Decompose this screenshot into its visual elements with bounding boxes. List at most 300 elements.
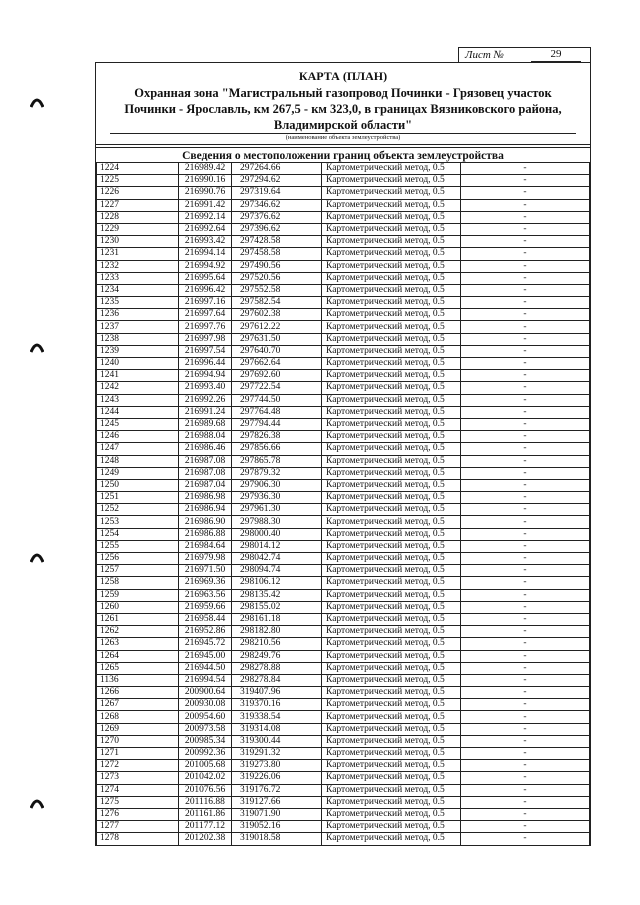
description-cell: -	[461, 711, 590, 723]
point-number-cell: 1236	[97, 309, 179, 321]
coord-y-cell: 297865.78	[232, 455, 322, 467]
point-number-cell: 1274	[97, 784, 179, 796]
coord-x-cell: 216958.44	[179, 613, 232, 625]
document-frame	[95, 62, 591, 846]
coord-y-cell: 319338.54	[232, 711, 322, 723]
description-cell: -	[461, 492, 590, 504]
coord-x-cell: 201005.68	[179, 760, 232, 772]
method-accuracy-cell: Картометрический метод, 0.5	[322, 199, 461, 211]
coord-y-cell: 297376.62	[232, 211, 322, 223]
coord-x-cell: 216984.64	[179, 540, 232, 552]
method-accuracy-cell: Картометрический метод, 0.5	[322, 297, 461, 309]
method-accuracy-cell: Картометрический метод, 0.5	[322, 309, 461, 321]
method-accuracy-cell: Картометрический метод, 0.5	[322, 236, 461, 248]
description-cell: -	[461, 613, 590, 625]
coord-y-cell: 297640.70	[232, 345, 322, 357]
document-title: КАРТА (ПЛАН)	[298, 69, 388, 83]
coord-y-cell: 298014.12	[232, 540, 322, 552]
table-row	[97, 394, 590, 406]
point-number-cell: 1267	[97, 699, 179, 711]
coord-x-cell: 216997.16	[179, 297, 232, 309]
point-number-cell: 1261	[97, 613, 179, 625]
coord-x-cell: 216997.54	[179, 345, 232, 357]
method-accuracy-cell: Картометрический метод, 0.5	[322, 796, 461, 808]
method-accuracy-cell: Картометрический метод, 0.5	[322, 358, 461, 370]
table-row	[97, 711, 590, 723]
coord-x-cell: 216997.76	[179, 321, 232, 333]
point-number-cell: 1253	[97, 516, 179, 528]
description-cell: -	[461, 345, 590, 357]
coord-y-cell: 319052.16	[232, 821, 322, 833]
coord-x-cell: 216990.16	[179, 175, 232, 187]
description-cell: -	[461, 528, 590, 540]
point-number-cell: 1263	[97, 638, 179, 650]
description-cell: -	[461, 699, 590, 711]
table-row	[97, 589, 590, 601]
coord-x-cell: 216992.14	[179, 211, 232, 223]
table-row	[97, 382, 590, 394]
table-row	[97, 163, 590, 175]
table-row	[97, 309, 590, 321]
table-row	[97, 236, 590, 248]
table-row	[97, 833, 590, 845]
table-row	[97, 540, 590, 552]
point-number-cell: 1266	[97, 687, 179, 699]
description-cell: -	[461, 479, 590, 491]
coord-y-cell: 297602.38	[232, 309, 322, 321]
coord-y-cell: 297722.54	[232, 382, 322, 394]
description-cell: -	[461, 467, 590, 479]
description-cell: -	[461, 333, 590, 345]
table-row	[97, 248, 590, 260]
description-cell: -	[461, 199, 590, 211]
point-number-cell: 1241	[97, 370, 179, 382]
coord-x-cell: 216986.88	[179, 528, 232, 540]
coord-y-cell: 319407.96	[232, 687, 322, 699]
coord-x-cell: 216993.42	[179, 236, 232, 248]
table-row	[97, 406, 590, 418]
coord-y-cell: 298278.88	[232, 662, 322, 674]
method-accuracy-cell: Картометрический метод, 0.5	[322, 431, 461, 443]
method-accuracy-cell: Картометрический метод, 0.5	[322, 163, 461, 175]
description-cell: -	[461, 589, 590, 601]
coord-y-cell: 319071.90	[232, 808, 322, 820]
coord-y-cell: 297662.64	[232, 358, 322, 370]
coord-x-cell: 201177.12	[179, 821, 232, 833]
coord-y-cell: 297936.30	[232, 492, 322, 504]
table-row	[97, 638, 590, 650]
coord-x-cell: 216997.98	[179, 333, 232, 345]
method-accuracy-cell: Картометрический метод, 0.5	[322, 626, 461, 638]
coord-x-cell: 200900.64	[179, 687, 232, 699]
method-accuracy-cell: Картометрический метод, 0.5	[322, 394, 461, 406]
description-cell: -	[461, 796, 590, 808]
point-number-cell: 1273	[97, 772, 179, 784]
coord-x-cell: 216986.98	[179, 492, 232, 504]
method-accuracy-cell: Картометрический метод, 0.5	[322, 613, 461, 625]
point-number-cell: 1252	[97, 504, 179, 516]
coord-x-cell: 216994.54	[179, 674, 232, 686]
coord-x-cell: 216989.68	[179, 418, 232, 430]
coord-x-cell: 216987.08	[179, 467, 232, 479]
method-accuracy-cell: Картометрический метод, 0.5	[322, 492, 461, 504]
header-divider	[96, 147, 590, 148]
table-row	[97, 297, 590, 309]
coord-x-cell: 216945.72	[179, 638, 232, 650]
table-row	[97, 516, 590, 528]
table-row	[97, 345, 590, 357]
coord-y-cell: 319300.44	[232, 735, 322, 747]
coord-y-cell: 298161.18	[232, 613, 322, 625]
description-cell: -	[461, 211, 590, 223]
description-cell: -	[461, 577, 590, 589]
coord-y-cell: 298000.40	[232, 528, 322, 540]
coord-x-cell: 201202.38	[179, 833, 232, 845]
description-cell: -	[461, 321, 590, 333]
table-row	[97, 370, 590, 382]
coord-y-cell: 298094.74	[232, 565, 322, 577]
method-accuracy-cell: Картометрический метод, 0.5	[322, 248, 461, 260]
coord-y-cell: 297826.38	[232, 431, 322, 443]
table-row	[97, 211, 590, 223]
method-accuracy-cell: Картометрический метод, 0.5	[322, 333, 461, 345]
table-row	[97, 699, 590, 711]
description-cell: -	[461, 723, 590, 735]
point-number-cell: 1275	[97, 796, 179, 808]
table-row	[97, 601, 590, 613]
table-row	[97, 223, 590, 235]
point-number-cell: 1230	[97, 236, 179, 248]
table-row	[97, 175, 590, 187]
description-cell: -	[461, 748, 590, 760]
table-row	[97, 479, 590, 491]
method-accuracy-cell: Картометрический метод, 0.5	[322, 601, 461, 613]
method-accuracy-cell: Картометрический метод, 0.5	[322, 723, 461, 735]
table-row	[97, 760, 590, 772]
point-number-cell: 1136	[97, 674, 179, 686]
punch-hole-mark	[30, 797, 44, 809]
method-accuracy-cell: Картометрический метод, 0.5	[322, 650, 461, 662]
method-accuracy-cell: Картометрический метод, 0.5	[322, 687, 461, 699]
coord-x-cell: 201076.56	[179, 784, 232, 796]
section-title: Сведения о местоположении границ объекта землеустройства	[182, 150, 504, 162]
table-row	[97, 272, 590, 284]
punch-hole-mark	[30, 551, 44, 563]
method-accuracy-cell: Картометрический метод, 0.5	[322, 565, 461, 577]
coord-x-cell: 216944.50	[179, 662, 232, 674]
method-accuracy-cell: Картометрический метод, 0.5	[322, 699, 461, 711]
point-number-cell: 1258	[97, 577, 179, 589]
point-number-cell: 1278	[97, 833, 179, 845]
table-row	[97, 650, 590, 662]
coord-y-cell: 298135.42	[232, 589, 322, 601]
point-number-cell: 1259	[97, 589, 179, 601]
table-row	[97, 821, 590, 833]
description-cell: -	[461, 650, 590, 662]
coord-y-cell: 298042.74	[232, 553, 322, 565]
point-number-cell: 1244	[97, 406, 179, 418]
method-accuracy-cell: Картометрический метод, 0.5	[322, 418, 461, 430]
coord-x-cell: 216989.42	[179, 163, 232, 175]
coord-y-cell: 319226.06	[232, 772, 322, 784]
point-number-cell: 1264	[97, 650, 179, 662]
description-cell: -	[461, 662, 590, 674]
point-number-cell: 1225	[97, 175, 179, 187]
coord-x-cell: 216991.42	[179, 199, 232, 211]
coord-y-cell: 297879.32	[232, 467, 322, 479]
coord-x-cell: 200930.08	[179, 699, 232, 711]
point-number-cell: 1269	[97, 723, 179, 735]
method-accuracy-cell: Картометрический метод, 0.5	[322, 833, 461, 845]
table-row	[97, 687, 590, 699]
coord-y-cell: 297294.62	[232, 175, 322, 187]
coord-y-cell: 298155.02	[232, 601, 322, 613]
header-divider	[96, 144, 590, 145]
description-cell: -	[461, 504, 590, 516]
description-cell: -	[461, 309, 590, 321]
table-row	[97, 504, 590, 516]
table-row	[97, 662, 590, 674]
description-cell: -	[461, 382, 590, 394]
coord-y-cell: 297319.64	[232, 187, 322, 199]
table-row	[97, 772, 590, 784]
point-number-cell: 1256	[97, 553, 179, 565]
object-caption: (наименование объекта землеустройства)	[285, 134, 401, 141]
coord-x-cell: 216987.08	[179, 455, 232, 467]
description-cell: -	[461, 284, 590, 296]
method-accuracy-cell: Картометрический метод, 0.5	[322, 589, 461, 601]
table-row	[97, 492, 590, 504]
point-number-cell: 1227	[97, 199, 179, 211]
point-number-cell: 1250	[97, 479, 179, 491]
coord-x-cell: 216986.94	[179, 504, 232, 516]
table-row	[97, 333, 590, 345]
point-number-cell: 1272	[97, 760, 179, 772]
description-cell: -	[461, 772, 590, 784]
point-number-cell: 1257	[97, 565, 179, 577]
coord-x-cell: 216994.92	[179, 260, 232, 272]
method-accuracy-cell: Картометрический метод, 0.5	[322, 272, 461, 284]
method-accuracy-cell: Картометрический метод, 0.5	[322, 455, 461, 467]
coord-x-cell: 216969.36	[179, 577, 232, 589]
table-row	[97, 674, 590, 686]
method-accuracy-cell: Картометрический метод, 0.5	[322, 187, 461, 199]
point-number-cell: 1270	[97, 735, 179, 747]
coord-x-cell: 216992.64	[179, 223, 232, 235]
sheet-number: 29	[531, 49, 581, 62]
table-row	[97, 284, 590, 296]
method-accuracy-cell: Картометрический метод, 0.5	[322, 735, 461, 747]
coord-y-cell: 297520.56	[232, 272, 322, 284]
point-number-cell: 1228	[97, 211, 179, 223]
coordinates-table	[96, 162, 590, 846]
coord-y-cell: 297988.30	[232, 516, 322, 528]
method-accuracy-cell: Картометрический метод, 0.5	[322, 662, 461, 674]
coord-y-cell: 319273.80	[232, 760, 322, 772]
coord-x-cell: 216986.46	[179, 443, 232, 455]
method-accuracy-cell: Картометрический метод, 0.5	[322, 772, 461, 784]
method-accuracy-cell: Картометрический метод, 0.5	[322, 528, 461, 540]
description-cell: -	[461, 784, 590, 796]
coord-x-cell: 216996.42	[179, 284, 232, 296]
table-row	[97, 565, 590, 577]
method-accuracy-cell: Картометрический метод, 0.5	[322, 345, 461, 357]
method-accuracy-cell: Картометрический метод, 0.5	[322, 577, 461, 589]
coord-y-cell: 297856.66	[232, 443, 322, 455]
description-cell: -	[461, 674, 590, 686]
coord-y-cell: 319370.16	[232, 699, 322, 711]
description-cell: -	[461, 455, 590, 467]
method-accuracy-cell: Картометрический метод, 0.5	[322, 406, 461, 418]
coord-y-cell: 297552.58	[232, 284, 322, 296]
coord-y-cell: 297582.54	[232, 297, 322, 309]
description-cell: -	[461, 821, 590, 833]
coord-x-cell: 200992.36	[179, 748, 232, 760]
coord-x-cell: 201161.86	[179, 808, 232, 820]
description-cell: -	[461, 833, 590, 845]
method-accuracy-cell: Картометрический метод, 0.5	[322, 467, 461, 479]
table-row	[97, 260, 590, 272]
point-number-cell: 1277	[97, 821, 179, 833]
coord-y-cell: 298182.80	[232, 626, 322, 638]
method-accuracy-cell: Картометрический метод, 0.5	[322, 748, 461, 760]
method-accuracy-cell: Картометрический метод, 0.5	[322, 638, 461, 650]
description-cell: -	[461, 175, 590, 187]
point-number-cell: 1260	[97, 601, 179, 613]
coord-x-cell: 200973.58	[179, 723, 232, 735]
point-number-cell: 1262	[97, 626, 179, 638]
table-row	[97, 577, 590, 589]
coord-x-cell: 216988.04	[179, 431, 232, 443]
point-number-cell: 1268	[97, 711, 179, 723]
description-cell: -	[461, 236, 590, 248]
coord-x-cell: 200954.60	[179, 711, 232, 723]
method-accuracy-cell: Картометрический метод, 0.5	[322, 260, 461, 272]
point-number-cell: 1243	[97, 394, 179, 406]
method-accuracy-cell: Картометрический метод, 0.5	[322, 760, 461, 772]
method-accuracy-cell: Картометрический метод, 0.5	[322, 370, 461, 382]
coord-y-cell: 298278.84	[232, 674, 322, 686]
coord-y-cell: 297906.30	[232, 479, 322, 491]
method-accuracy-cell: Картометрический метод, 0.5	[322, 553, 461, 565]
table-row	[97, 784, 590, 796]
coord-x-cell: 216952.86	[179, 626, 232, 638]
table-row	[97, 431, 590, 443]
method-accuracy-cell: Картометрический метод, 0.5	[322, 211, 461, 223]
coord-x-cell: 216996.44	[179, 358, 232, 370]
description-cell: -	[461, 687, 590, 699]
coord-x-cell: 216979.98	[179, 553, 232, 565]
coord-x-cell: 216987.04	[179, 479, 232, 491]
table-row	[97, 443, 590, 455]
table-row	[97, 748, 590, 760]
coord-x-cell: 216993.40	[179, 382, 232, 394]
table-row	[97, 358, 590, 370]
coord-x-cell: 216994.94	[179, 370, 232, 382]
point-number-cell: 1246	[97, 431, 179, 443]
point-number-cell: 1226	[97, 187, 179, 199]
coord-x-cell: 216995.64	[179, 272, 232, 284]
point-number-cell: 1234	[97, 284, 179, 296]
coord-y-cell: 297346.62	[232, 199, 322, 211]
coord-y-cell: 319018.58	[232, 833, 322, 845]
point-number-cell: 1248	[97, 455, 179, 467]
coord-x-cell: 216959.66	[179, 601, 232, 613]
table-row	[97, 735, 590, 747]
description-cell: -	[461, 431, 590, 443]
sheet-number-box	[458, 47, 591, 63]
coord-x-cell: 216997.64	[179, 309, 232, 321]
table-row	[97, 723, 590, 735]
description-cell: -	[461, 760, 590, 772]
point-number-cell: 1242	[97, 382, 179, 394]
description-cell: -	[461, 406, 590, 418]
description-cell: -	[461, 358, 590, 370]
coord-y-cell: 297744.50	[232, 394, 322, 406]
point-number-cell: 1245	[97, 418, 179, 430]
point-number-cell: 1231	[97, 248, 179, 260]
point-number-cell: 1249	[97, 467, 179, 479]
coord-x-cell: 216971.50	[179, 565, 232, 577]
table-row	[97, 808, 590, 820]
description-cell: -	[461, 553, 590, 565]
coord-y-cell: 319176.72	[232, 784, 322, 796]
coord-y-cell: 297396.62	[232, 223, 322, 235]
description-cell: -	[461, 565, 590, 577]
coord-x-cell: 216945.00	[179, 650, 232, 662]
table-row	[97, 467, 590, 479]
coord-y-cell: 297458.58	[232, 248, 322, 260]
coord-y-cell: 297428.58	[232, 236, 322, 248]
coord-x-cell: 216990.76	[179, 187, 232, 199]
table-row	[97, 528, 590, 540]
coord-y-cell: 297264.66	[232, 163, 322, 175]
point-number-cell: 1237	[97, 321, 179, 333]
point-number-cell: 1229	[97, 223, 179, 235]
description-cell: -	[461, 248, 590, 260]
description-cell: -	[461, 370, 590, 382]
coord-x-cell: 216994.14	[179, 248, 232, 260]
method-accuracy-cell: Картометрический метод, 0.5	[322, 674, 461, 686]
description-cell: -	[461, 223, 590, 235]
point-number-cell: 1235	[97, 297, 179, 309]
table-row	[97, 187, 590, 199]
table-row	[97, 418, 590, 430]
point-number-cell: 1276	[97, 808, 179, 820]
point-number-cell: 1247	[97, 443, 179, 455]
coord-y-cell: 297490.56	[232, 260, 322, 272]
coord-x-cell: 216986.90	[179, 516, 232, 528]
punch-hole-mark	[30, 96, 44, 108]
point-number-cell: 1240	[97, 358, 179, 370]
coord-y-cell: 319127.66	[232, 796, 322, 808]
coord-x-cell: 216992.26	[179, 394, 232, 406]
coord-y-cell: 297764.48	[232, 406, 322, 418]
description-cell: -	[461, 187, 590, 199]
description-cell: -	[461, 735, 590, 747]
point-number-cell: 1254	[97, 528, 179, 540]
description-cell: -	[461, 272, 590, 284]
punch-hole-mark	[30, 341, 44, 353]
description-cell: -	[461, 516, 590, 528]
description-cell: -	[461, 260, 590, 272]
description-cell: -	[461, 297, 590, 309]
method-accuracy-cell: Картометрический метод, 0.5	[322, 821, 461, 833]
point-number-cell: 1232	[97, 260, 179, 272]
method-accuracy-cell: Картометрический метод, 0.5	[322, 808, 461, 820]
method-accuracy-cell: Картометрический метод, 0.5	[322, 516, 461, 528]
description-cell: -	[461, 163, 590, 175]
